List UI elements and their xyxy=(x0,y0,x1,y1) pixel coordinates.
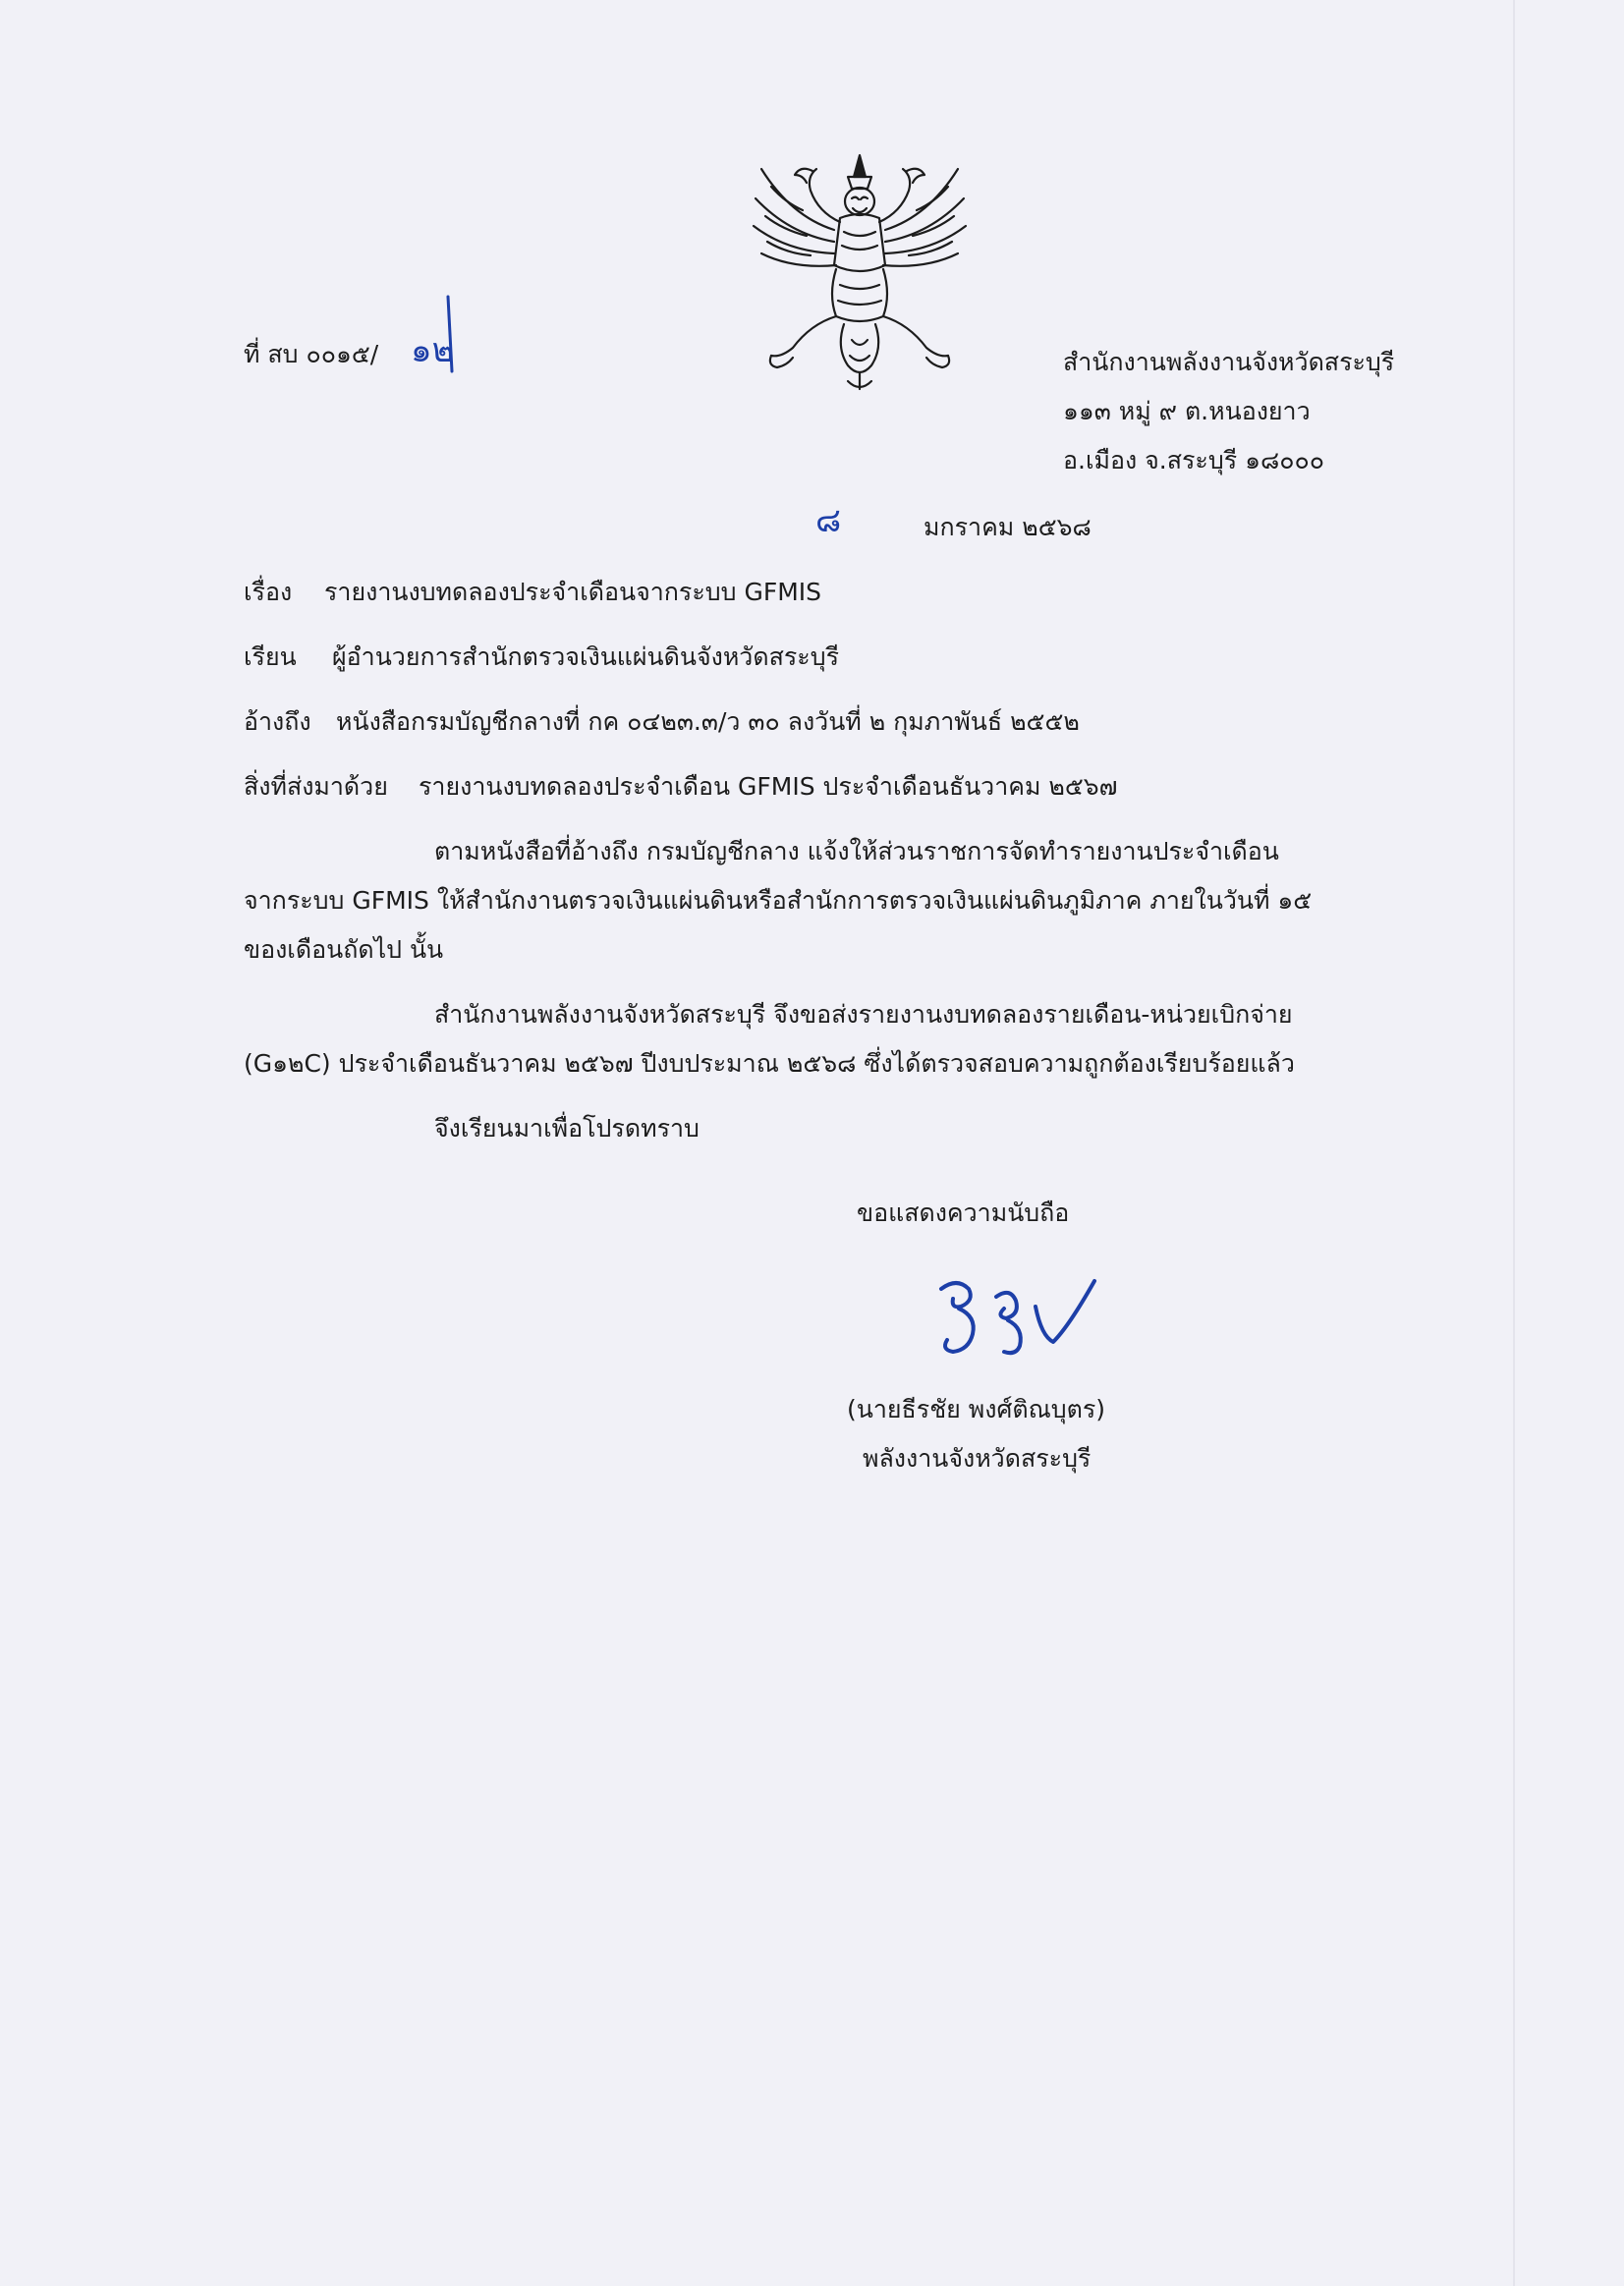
scan-edge-line xyxy=(1513,0,1515,2286)
date-day-handwritten: ๘ xyxy=(815,501,842,540)
subject-label: เรื่อง xyxy=(244,578,293,606)
recipient-value: ผู้อำนวยการสำนักตรวจเงินแผ่นดินจังหวัดสระบุรี xyxy=(332,642,839,671)
handwritten-signature-icon xyxy=(914,1267,1100,1361)
recipient-label: เรียน xyxy=(244,642,297,671)
body-paragraph3-line1: จึงเรียนมาเพื่อโปรดทราบ xyxy=(434,1114,700,1143)
reference-handwritten-number: ๑๒ xyxy=(411,331,454,370)
reference-number: ที่ สบ ๐๐๑๕/ xyxy=(244,340,379,368)
reference-value: หนังสือกรมบัญชีกลางที่ กค ๐๔๒๓.๓/ว ๓๐ ลงวันที่ ๒ กุมภาพันธ์ ๒๕๕๒ xyxy=(336,707,1080,736)
closing-salutation: ขอแสดงความนับถือ xyxy=(857,1199,1070,1227)
reference-label: อ้างถึง xyxy=(244,707,311,736)
signer-name: (นายธีรชัย พงศ์ติณบุตร) xyxy=(847,1395,1106,1423)
office-name: สำนักงานพลังงานจังหวัดสระบุรี xyxy=(1063,348,1395,376)
enclosure-value: รายงานงบทดลองประจำเดือน GFMIS ประจำเดือนธันวาคม ๒๕๖๗ xyxy=(419,772,1118,801)
body-paragraph2-line2: (G๑๒C) ประจำเดือนธันวาคม ๒๕๖๗ ปีงบประมาณ ๒๕๖๘ ซึ่งได้ตรวจสอบความถูกต้องเรียบร้อยแล้ว xyxy=(244,1049,1295,1078)
body-paragraph1-line1: ตามหนังสือที่อ้างถึง กรมบัญชีกลาง แจ้งให้ส่วนราชการจัดทำรายงานประจำเดือน xyxy=(434,837,1279,865)
office-address-line2: อ.เมือง จ.สระบุรี ๑๘๐๐๐ xyxy=(1063,446,1325,474)
office-address-line1: ๑๑๓ หมู่ ๙ ต.หนองยาว xyxy=(1063,397,1311,425)
enclosure-label: สิ่งที่ส่งมาด้วย xyxy=(244,772,388,801)
body-paragraph1-line2: จากระบบ GFMIS ให้สำนักงานตรวจเงินแผ่นดินหรือสำนักการตรวจเงินแผ่นดินภูมิภาค ภายในวันที่ ๑๕ xyxy=(244,886,1313,915)
signer-position: พลังงานจังหวัดสระบุรี xyxy=(863,1444,1092,1473)
letter-date: มกราคม ๒๕๖๘ xyxy=(924,513,1092,541)
handwritten-stroke-icon xyxy=(444,295,456,373)
body-paragraph1-line3: ของเดือนถัดไป นั้น xyxy=(244,935,444,964)
subject-value: รายงานงบทดลองประจำเดือนจากระบบ GFMIS xyxy=(324,578,822,606)
body-paragraph2-line1: สำนักงานพลังงานจังหวัดสระบุรี จึงขอส่งรายงานงบทดลองรายเดือน-หน่วยเบิกจ่าย xyxy=(434,1000,1293,1029)
garuda-emblem-icon xyxy=(742,147,978,395)
